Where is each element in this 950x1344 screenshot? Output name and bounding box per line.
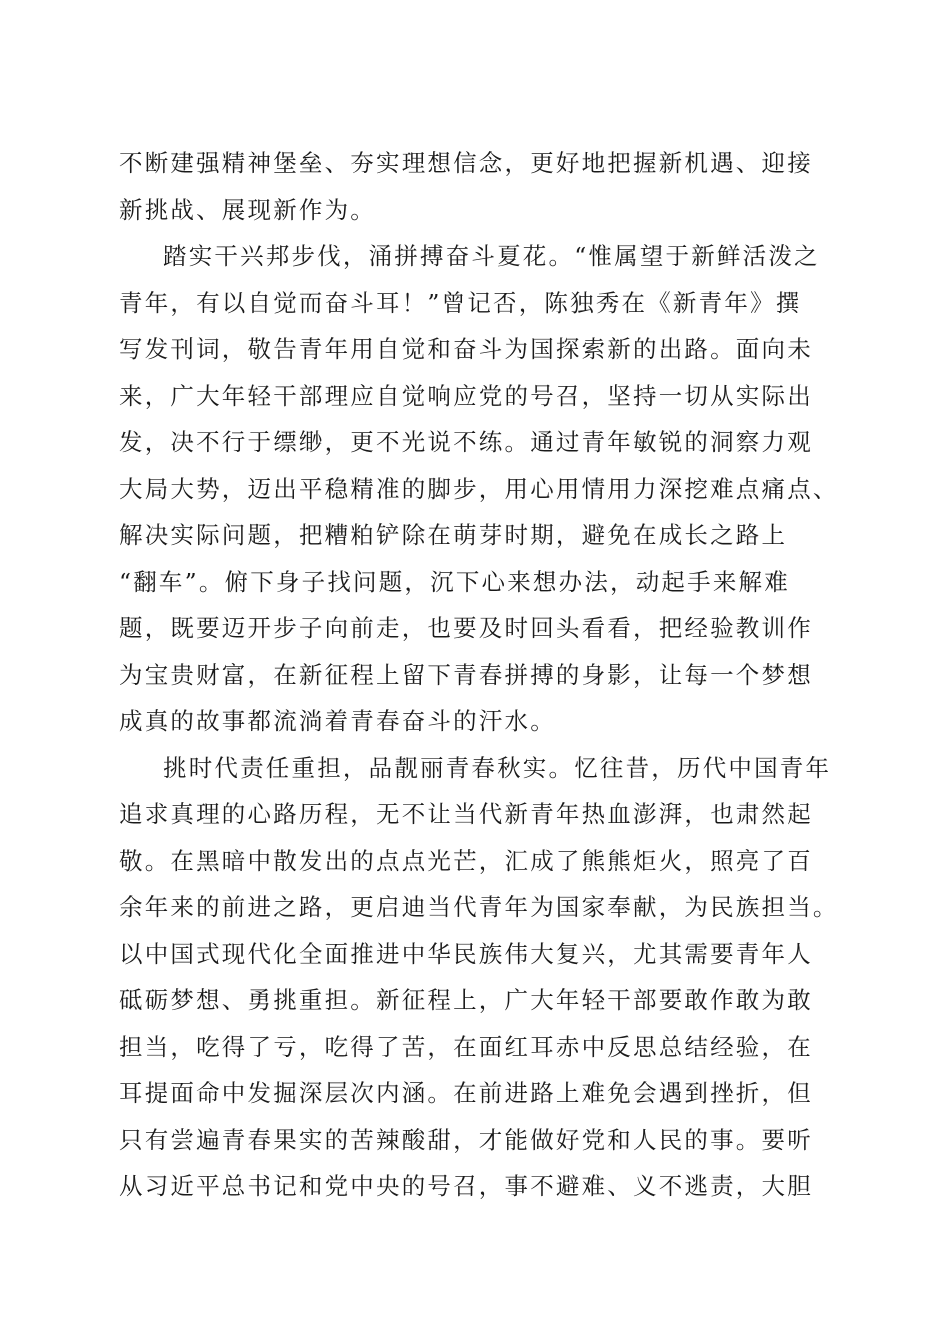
text-line: 耳提面命中发掘深层次内涵。在前进路上难免会遇到挫折，但 [119,1079,813,1107]
text-line: 题，既要迈开步子向前走，也要及时回头看看，把经验教训作 [119,614,813,642]
paragraph-first-line: 挑时代责任重担，品靓丽青春秋实。忆往昔，历代中国青年 [163,753,832,782]
text-line: 为宝贵财富，在新征程上留下青春拼搏的身影，让每一个梦想 [119,660,813,689]
text-line: 来，广大年轻干部理应自觉响应党的号召，坚持一切从实际出 [119,381,813,410]
text-line: 砥砺梦想、勇挑重担。新征程上，广大年轻干部要敢作敢为敢 [119,986,813,1014]
text-line: 成真的故事都流淌着青春奋斗的汗水。 [119,707,556,735]
text-line: 写发刊词，敬告青年用自觉和奋斗为国探索新的出路。面向未 [119,335,813,363]
text-line: 发，决不行于缥缈，更不光说不练。通过青年敏锐的洞察力观 [119,428,813,456]
text-line: 新挑战、展现新作为。 [119,195,376,224]
text-line: 以中国式现代化全面推进中华民族伟大复兴，尤其需要青年人 [119,939,813,968]
text-line: 只有尝遍青春果实的苦辣酸甜，才能做好党和人民的事。要听 [119,1125,813,1154]
text-line: 追求真理的心路历程，无不让当代新青年热血澎湃，也肃然起 [119,800,813,828]
paragraph-first-line: 踏实干兴邦步伐，涌拼搏奋斗夏花。“惟属望于新鲜活泼之 [163,242,820,270]
text-line: 青年，有以自觉而奋斗耳！”曾记否，陈独秀在《新青年》撰 [119,288,802,317]
text-line: 从习近平总书记和党中央的号召，事不避难、义不逃责，大胆 [119,1172,813,1200]
text-line: 余年来的前进之路，更启迪当代青年为国家奉献，为民族担当。 [119,893,839,921]
text-line: 解决实际问题，把糟粕铲除在萌芽时期，避免在成长之路上 [119,521,788,549]
text-line: 大局大势，迈出平稳精准的脚步，用心用情用力深挖难点痛点、 [119,474,839,503]
body-text [119,140,839,1210]
text-line: 担当，吃得了亏，吃得了苦，在面红耳赤中反思总结经验，在 [119,1032,813,1061]
text-line: 敬。在黑暗中散发出的点点光芒，汇成了熊熊炬火，照亮了百 [119,846,813,875]
text-line: “翻车”。俯下身子找问题，沉下心来想办法，动起手来解难 [119,567,790,596]
text-line: 不断建强精神堡垒、夯实理想信念，更好地把握新机遇、迎接 [119,149,813,177]
